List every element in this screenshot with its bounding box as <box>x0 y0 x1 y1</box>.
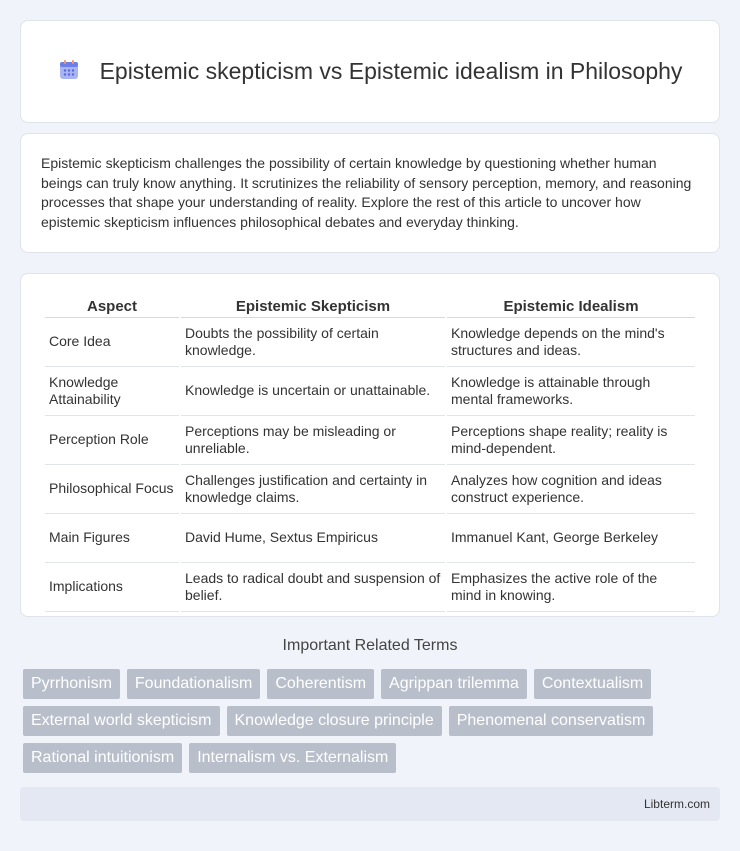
skepticism-cell: David Hume, Sextus Empiricus <box>181 514 445 563</box>
footer <box>20 787 720 821</box>
aspect-cell: Perception Role <box>45 416 179 465</box>
table-row <box>45 367 695 416</box>
idealism-cell: Immanuel Kant, George Berkeley <box>447 514 695 563</box>
aspect-cell: Core Idea <box>45 318 179 367</box>
page-title-text: Epistemic skepticism vs Epistemic idealism in Philosophy <box>99 58 683 84</box>
footer-site-link[interactable]: Libterm.com <box>643 797 710 811</box>
skepticism-cell: Challenges justification and certainty in knowledge claims. <box>181 465 445 514</box>
table-header-row <box>45 294 695 318</box>
term-tag-internalism-vs-externalism[interactable]: Internalism vs. Externalism <box>189 743 396 773</box>
idealism-cell: Perceptions shape reality; reality is mind-dependent. <box>447 416 695 465</box>
term-tag-pyrrhonism[interactable]: Pyrrhonism <box>23 669 120 699</box>
term-tag-agrippan-trilemma[interactable]: Agrippan trilemma <box>381 669 527 699</box>
table-row <box>45 318 695 367</box>
term-tag-foundationalism[interactable]: Foundationalism <box>127 669 260 699</box>
header-idealism: Epistemic Idealism <box>447 294 695 318</box>
aspect-cell: Knowledge Attainability <box>45 367 179 416</box>
comparison-card <box>20 273 720 617</box>
aspect-cell: Philosophical Focus <box>45 465 179 514</box>
comparison-table <box>43 294 697 612</box>
term-tag-contextualism[interactable]: Contextualism <box>534 669 651 699</box>
skepticism-cell: Doubts the possibility of certain knowledge. <box>181 318 445 367</box>
term-tag-external-world-skepticism[interactable]: External world skepticism <box>23 706 220 736</box>
skepticism-cell: Leads to radical doubt and suspension of belief. <box>181 563 445 612</box>
header-skepticism: Epistemic Skepticism <box>181 294 445 318</box>
term-tag-coherentism[interactable]: Coherentism <box>267 669 374 699</box>
header-card <box>20 20 720 123</box>
related-terms-title: Important Related Terms <box>282 637 458 654</box>
idealism-cell: Knowledge depends on the mind's structures and ideas. <box>447 318 695 367</box>
idealism-cell: Analyzes how cognition and ideas construct experience. <box>447 465 695 514</box>
skepticism-cell: Knowledge is uncertain or unattainable. <box>181 367 445 416</box>
page-title <box>58 57 683 86</box>
header-aspect: Aspect <box>45 294 179 318</box>
aspect-cell: Implications <box>45 563 179 612</box>
term-tag-knowledge-closure-principle[interactable]: Knowledge closure principle <box>227 706 442 736</box>
intro-paragraph: Epistemic skepticism challenges the possibility of certain knowledge by questioning whether human beings can truly know anything. It scrutinizes the reliability of sensory perception, memory, and reasoning processes that shape your understanding of reality. Explore the rest of this article to uncover how epistemic skepticism influences philosophical debates and everyday thinking. <box>41 155 692 230</box>
related-terms-list <box>23 669 723 773</box>
intro-card <box>20 133 720 253</box>
table-row <box>45 416 695 465</box>
table-row <box>45 514 695 563</box>
skepticism-cell: Perceptions may be misleading or unreliable. <box>181 416 445 465</box>
table-row <box>45 465 695 514</box>
term-tag-phenomenal-conservatism[interactable]: Phenomenal conservatism <box>449 706 654 736</box>
table-row <box>45 563 695 612</box>
aspect-cell: Main Figures <box>45 514 179 563</box>
calendar-icon <box>58 59 80 81</box>
idealism-cell: Knowledge is attainable through mental frameworks. <box>447 367 695 416</box>
idealism-cell: Emphasizes the active role of the mind in knowing. <box>447 563 695 612</box>
term-tag-rational-intuitionism[interactable]: Rational intuitionism <box>23 743 182 773</box>
